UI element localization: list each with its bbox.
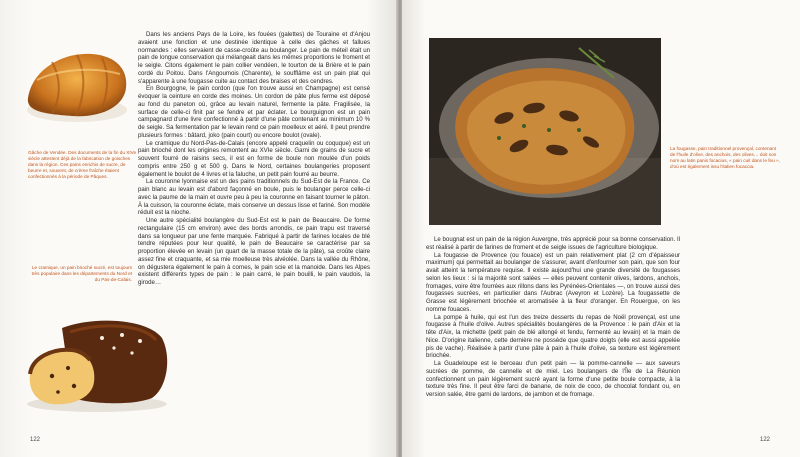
cramique-caption: Le cramique, un pain brioché sucré, est toujours très populaire dans les départements du Nord et du Pas-de-Calais.	[31, 265, 132, 282]
brioche-vendee-image	[22, 40, 132, 135]
paragraph-bourgogne: En Bourgogne, le pain cordon (que l'on trouve aussi en Champagne) est censé évoquer la ceinture en corde des moines. Un cordon de pâte plus ferme est déposé au fond du paneton où, grâce au levain naturel, fermente la pâte. Fragilisée, la surface de celle-ci finit par se fendre et par éclater. Le bourguignon est un pain campagnard d'une livre confectionné à partir d'une pâte contenant au minimum 10 % de seigle. Sa fermentation par le levain rend ce pain moelleux et aéré. Il peut prendre plusieurs formes : bâtard, joko (pain court) ou encore boulot (ovale).	[138, 85, 370, 139]
paragraph-auvergne: Le bougnat est un pain de la région Auvergne, très apprécié pour sa bonne conservation. Il est réalisé à partir de farines de froment et de seigle issues de l'agriculture biologique.	[426, 236, 680, 251]
brioche-caption: Gâche de Vendée. Des documents de la fin du XIVe siècle attestent déjà de la fabrication de goisches dans la région. Ces pains enrichis de sucre, de beurre et, souvent, de crème fraîche étaient confectionnés à la période de Pâques.	[28, 150, 137, 179]
right-body-text	[426, 236, 680, 399]
left-body-text	[138, 31, 370, 287]
paragraph-pompe-a-huile: La pompe à huile, qui est l'un des treize desserts du repas de Noël provençal, est une fougasse à l'huile d'olive. Autres spécialités boulangères de la Provence : le pain d'Aix et la tête d'Aix, la michette (petit pain de blé allongé et fendu, fermenté au levain) et la main de Nice. D'origine italienne, cette dernière ne possède que quatre doigts (elle est aussi appelée pis de vache). Réalisée à partir d'une pâte à pain à l'huile d'olive, sa texture est légèrement briochée.	[426, 313, 680, 360]
right-page-number: 122	[759, 437, 770, 443]
right-page	[402, 0, 800, 457]
left-page-number: 122	[30, 437, 41, 443]
paragraph-sud-est: La couronne lyonnaise est un des pains traditionnels du Sud-Est de la France. Ce pain blanc au levain est d'abord façonné en boule, puis le boulanger perce celle-ci avec la paume de la main et ouvre peu à peu la couronne en faisant tourner le pâton. À la cuisson, la couronne éclate, mais conserve un dessus lisse et fariné. Son modèle réduit est la nioche.	[138, 178, 370, 217]
paragraph-pays-de-la-loire: Dans les anciens Pays de la Loire, les fouées (galettes) de Touraine et d'Anjou avaient une fonction et une destinée identique à celle des gâches et fallues normandes : elles servaient de casse-croûte au boulanger. Le pain de méteil était un pain de longue conservation qui mélangeait dans les mêmes proportions le froment et le seigle. Citons également le pain collier vendéen, le tourton de la Brière et le pain cordé du Poitou. Dans l'Angoumois (Charente), le soufflâme est un pain plat qui s'apparente à une fougasse cuite au contact des braises et des cendres.	[138, 31, 370, 85]
paragraph-beaucaire: Une autre spécialité boulangère du Sud-Est est le pain de Beaucaire. De forme rectangulaire (15 cm environ) avec des bords arrondis, ce pain trapu est traversé dans sa longueur par une fente marquée. Fabriqué à partir de farines locales de blé tendre réputées pour leur qualité, le pain de Beaucaire se caractérise par sa proportion élevée en levain (un quart de la masse totale de la pâte), sa croûte claire assez fine et craquante, et sa mie moelleuse très alvéolée. Dans la vallée du Rhône, on dégustera également le pain à cornes, le pain scie et la manoide. Dans les Alpes existent différents types de pain : le pain carré, le pain bouilli, le pain vaudois, la girode…	[138, 217, 370, 286]
paragraph-provence: La fougasse de Provence (ou fouace) est un pain relativement plat (2 cm d'épaisseur maximum) qui permettait au boulanger de s'assurer, avant d'enfourner son pain, que son four avait atteint la température requise. Il existe aujourd'hui une grande diversité de fougasses selon les lieux : si la majorité sont salées — elles peuvent contenir olives, lardons, anchois, fromages, voire être fourrées aux rillons dans les Pyrénées-Orientales —, on trouve aussi des fougasses sucrées, en particulier dans l'Aubrac (Aveyron et Lozère). La fougassette de Grasse est légèrement briochée et aromatisée à la fleur d'oranger. En Rouergue, on les nomme fouaces.	[426, 251, 680, 313]
cramique-image	[22, 308, 172, 416]
fougasse-caption: La fougasse, pain traditionnel provençal, contenant de l'huile d'olive, des anchois, des olives… doit son nom au latin panis focacius, « pain cuit dans le feu », d'où est également issu l'italien focaccia.	[670, 146, 780, 169]
paragraph-nord: Le cramique du Nord-Pas-de-Calais (encore appelé craquelin ou coquque) est un pain brioché dont les origines remontent au XVIe siècle. Garni de grains de sucre et souvent fourré de raisins secs, il est en forme de boule non moulée d'un poids compris entre 250 g et 500 g. Dans le Nord, certaines boulangeries proposent également le boulot de 4 livres et la faluche, un petit pain fourré au beurre.	[138, 139, 370, 178]
left-page	[0, 0, 398, 457]
paragraph-guadeloupe: La Guadeloupe est le berceau d'un petit pain — la pomme-cannelle — aux saveurs sucrées de pomme, de cannelle et de miel. Les boulangers de l'Île de La Réunion confectionnent un pain légèrement sucré ayant la forme d'une petite boule compacte, à la texture très fine. Il peut être farci de banane, de noix de coco, de chocolat fondant ou, en version salée, être garni de lardons, de jambon et de fromage.	[426, 360, 680, 398]
fougasse-photo	[429, 38, 661, 225]
